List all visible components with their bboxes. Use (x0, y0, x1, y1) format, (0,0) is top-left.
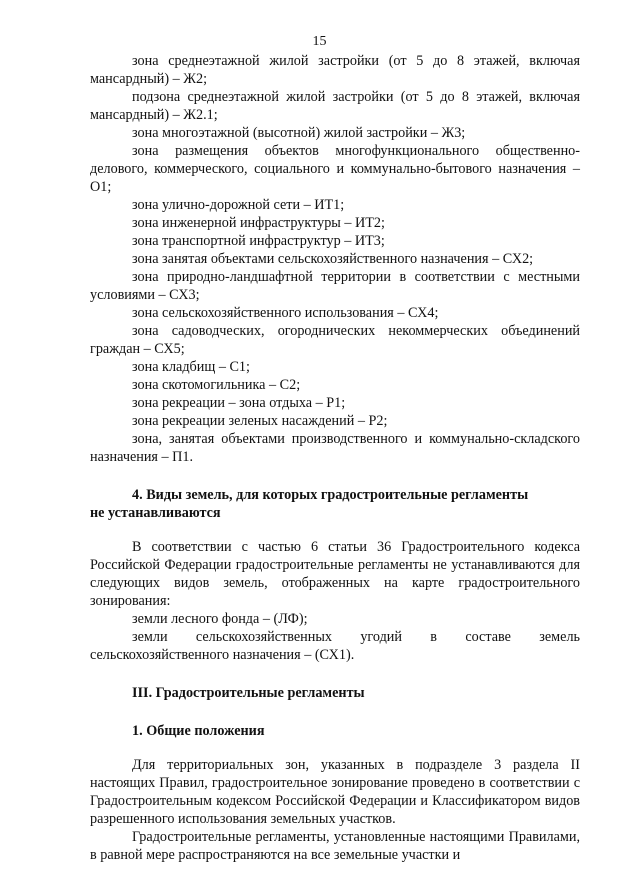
zone-item: зона размещения объектов многофункционального общественно-делового, коммерческого, социального и коммунально-бытового назначения – О1; (90, 143, 580, 195)
zone-item: зона занятая объектами сельскохозяйственного назначения – СХ2; (132, 251, 534, 267)
zone-item: зона сельскохозяйственного использования – СХ4; (132, 305, 439, 321)
page-number: 15 (312, 34, 327, 49)
body-paragraph: Для территориальных зон, указанных в подразделе 3 раздела II настоящих Правил, градостроительное зонирование проведено в соответствии с Градостроительным кодексом Российской Федерации и Классификатором видов разрешенного использования земельных участков. (90, 757, 580, 827)
body-paragraph: Градостроительные регламенты, установленные настоящими Правилами, в равной мере распространяются на все земельные участки и (90, 829, 580, 863)
section-4-heading-line-2: не устанавливаются (90, 505, 221, 521)
section-4-heading (90, 486, 580, 522)
zone-item: зона садоводческих, огороднических некоммерческих объединений граждан – СХ5; (90, 323, 580, 357)
land-type-item: земли лесного фонда – (ЛФ); (132, 611, 308, 627)
general-provisions-heading: 1. Общие положения (132, 723, 265, 739)
zone-item: подзона среднеэтажной жилой застройки (от 5 до 8 этажей, включая мансардный) – Ж2.1; (90, 89, 580, 123)
zone-item: зона рекреации зеленых насаждений – Р2; (132, 413, 388, 429)
zone-item: зона скотомогильника – С2; (132, 377, 301, 393)
zone-item: зона транспортной инфраструктур – ИТ3; (132, 233, 385, 249)
zone-item: зона кладбищ – С1; (132, 359, 250, 375)
section-4-heading-line-1: 4. Виды земель, для которых градостроительные регламенты (132, 487, 529, 503)
page-body (90, 52, 580, 864)
land-type-item: земли сельскохозяйственных угодий в составе земель сельскохозяйственного назначения – (СХ1). (90, 629, 580, 663)
part-3-heading: III. Градостроительные регламенты (132, 685, 365, 701)
zone-item: зона многоэтажной (высотной) жилой застройки – Ж3; (132, 125, 466, 141)
zone-item: зона улично-дорожной сети – ИТ1; (132, 197, 345, 213)
zone-item: зона инженерной инфраструктуры – ИТ2; (132, 215, 385, 231)
zone-item: зона природно-ландшафтной территории в соответствии с местными условиями – СХ3; (90, 269, 580, 303)
section-4-intro: В соответствии с частью 6 статьи 36 Градостроительного кодекса Российской Федерации градостроительные регламенты не устанавливаются для следующих видов земель, отображенных на карте градостроительного зонирования: (90, 539, 580, 609)
zone-item: зона, занятая объектами производственного и коммунально-складского назначения – П1. (90, 431, 580, 465)
zone-item: зона среднеэтажной жилой застройки (от 5 до 8 этажей, включая мансардный) – Ж2; (90, 53, 580, 87)
zone-list (90, 52, 580, 466)
zone-item: зона рекреации – зона отдыха – Р1; (132, 395, 346, 411)
